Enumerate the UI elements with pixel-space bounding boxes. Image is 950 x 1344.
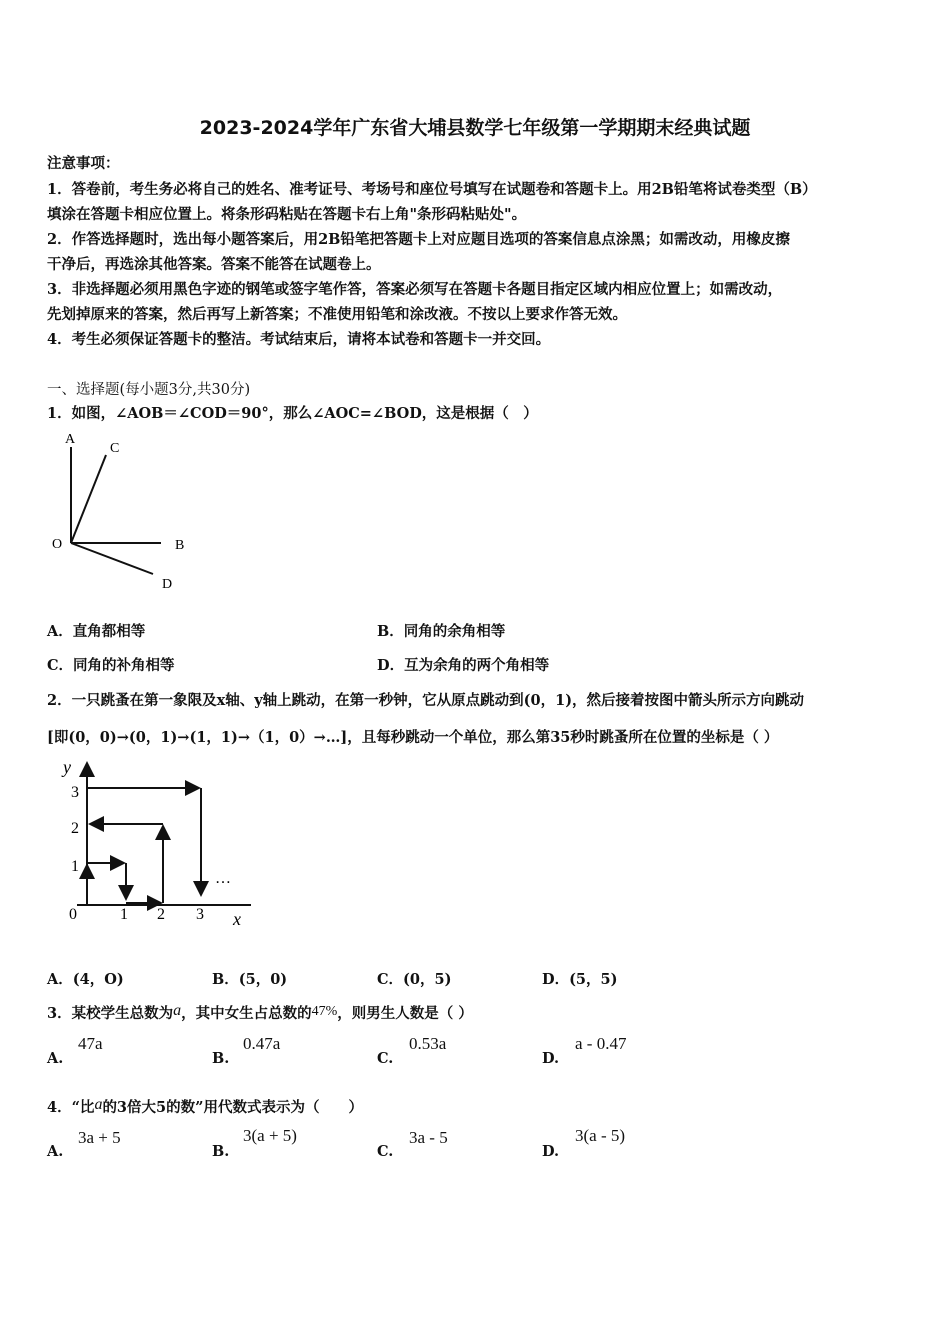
q4-option-d-letter[interactable]: D. [542,1143,560,1160]
q3-option-c-expr[interactable]: 0.53a [409,1034,447,1053]
q1-option-d[interactable]: D．互为余角的两个角相等 [377,657,550,674]
notice-line: 2．作答选择题时，选出每小题答案后，用2B铅笔把答题卡上对应题目选项的答案信息点涂黑；如需改动，用橡皮擦 [47,231,790,248]
x-axis-label: x [233,909,241,929]
x-tick-label: 3 [196,906,204,923]
question-3-stem [47,1002,473,1023]
q4-option-c-letter[interactable]: C. [377,1143,394,1160]
q4-stem-post: 的3倍大5的数”用代数式表示为（ ） [102,1099,363,1116]
question-2-stem-line1: 2．一只跳蚤在第一象限及x轴、y轴上跳动，在第一秒钟，它从原点跳动到(0，1)，然后接着按图中箭头所示方向跳动 [47,692,805,709]
angle-figure [45,425,205,595]
label-a: A [65,432,76,447]
q3-option-b-letter[interactable]: B. [212,1050,230,1067]
q2-option-c[interactable]: C．(0，5) [377,971,452,988]
notice-line: 填涂在答题卡相应位置上。将条形码粘贴在答题卡右上角"条形码粘贴处"。 [47,206,527,223]
x-tick-label: 2 [157,906,165,923]
q3-stem-post: ，则男生人数是（ ） [337,1005,473,1022]
q3-stem-pre: 3．某校学生总数为 [47,1005,174,1022]
q3-variable: a [173,1002,182,1019]
x-tick-label: 1 [120,906,128,923]
notice-heading: 注意事项： [47,155,120,172]
q3-option-d-expr[interactable]: a - 0.47 [575,1034,627,1053]
q4-option-a-expr[interactable]: 3a + 5 [78,1128,121,1147]
notice-line: 干净后，再选涂其他答案。答案不能答在试题卷上。 [47,256,381,273]
q1-option-c[interactable]: C．同角的补角相等 [47,657,175,674]
label-o: O [52,537,63,552]
q3-option-a-expr[interactable]: 47a [78,1034,103,1053]
page-title: 2023-2024学年广东省大埔县数学七年级第一学期期末经典试题 [199,117,751,139]
ray-od [71,543,153,574]
q2-option-d[interactable]: D．(5，5) [542,971,618,988]
q3-stem-mid: ，其中女生占总数的 [181,1005,312,1022]
q2-option-a[interactable]: A．(4，O) [47,971,124,988]
q1-option-a[interactable]: A．直角都相等 [47,623,146,640]
y-tick-label: 1 [71,858,79,875]
label-b: B [175,538,185,553]
q4-option-a-letter[interactable]: A. [47,1143,64,1160]
notice-line: 3．非选择题必须用黑色字迹的钢笔或签字笔作答，答案必须写在答题卡各题目指定区域内相应位置上；如需改动， [47,281,783,298]
flea-path-graph [55,755,265,935]
q4-variable: a [94,1096,103,1113]
q4-option-d-expr[interactable]: 3(a - 5) [575,1126,626,1145]
notice-line: 1．答卷前，考生务必将自己的姓名、准考证号、考场号和座位号填写在试题卷和答题卡上。用2B铅笔将试卷类型（B） [47,181,817,198]
q3-percent: 47% [311,1004,338,1019]
q4-option-c-expr[interactable]: 3a - 5 [409,1128,448,1147]
q4-option-b-expr[interactable]: 3(a + 5) [243,1126,297,1145]
notice-line: 4．考生必须保证答题卡的整洁。考试结束后，请将本试卷和答题卡一并交回。 [47,331,551,348]
y-axis-label: y [63,757,71,777]
label-d: D [162,577,173,592]
q1-option-b[interactable]: B．同角的余角相等 [377,623,506,640]
q4-option-b-letter[interactable]: B. [212,1143,230,1160]
q3-option-a-letter[interactable]: A. [47,1050,64,1067]
notice-line: 先划掉原来的答案，然后再写上新答案；不准使用铅笔和涂改液。不按以上要求作答无效。 [47,306,627,323]
question-2-stem-line2: [即(0，0)→(0，1)→(1，1)→（1，0）→…]，且每秒跳动一个单位，那么第35秒时跳蚤所在位置的坐标是（ ） [47,729,779,746]
q2-option-b[interactable]: B．(5，0) [212,971,288,988]
ray-oc [71,455,106,543]
origin-label: 0 [69,906,77,923]
question-1-stem: 1．如图，∠AOB＝∠COD＝90°，那么∠AOC=∠BOD，这是根据（ ） [47,405,538,422]
question-4-stem [47,1096,363,1117]
q3-option-d-letter[interactable]: D. [542,1050,560,1067]
y-tick-label: 2 [71,820,79,837]
q3-option-c-letter[interactable]: C. [377,1050,394,1067]
y-tick-label: 3 [71,784,79,801]
q4-stem-pre: 4．“比 [47,1099,95,1116]
q3-option-b-expr[interactable]: 0.47a [243,1034,281,1053]
section-heading: 一、选择题(每小题3分,共30分) [47,382,251,398]
ellipsis-label: … [215,870,231,887]
label-c: C [110,441,120,456]
